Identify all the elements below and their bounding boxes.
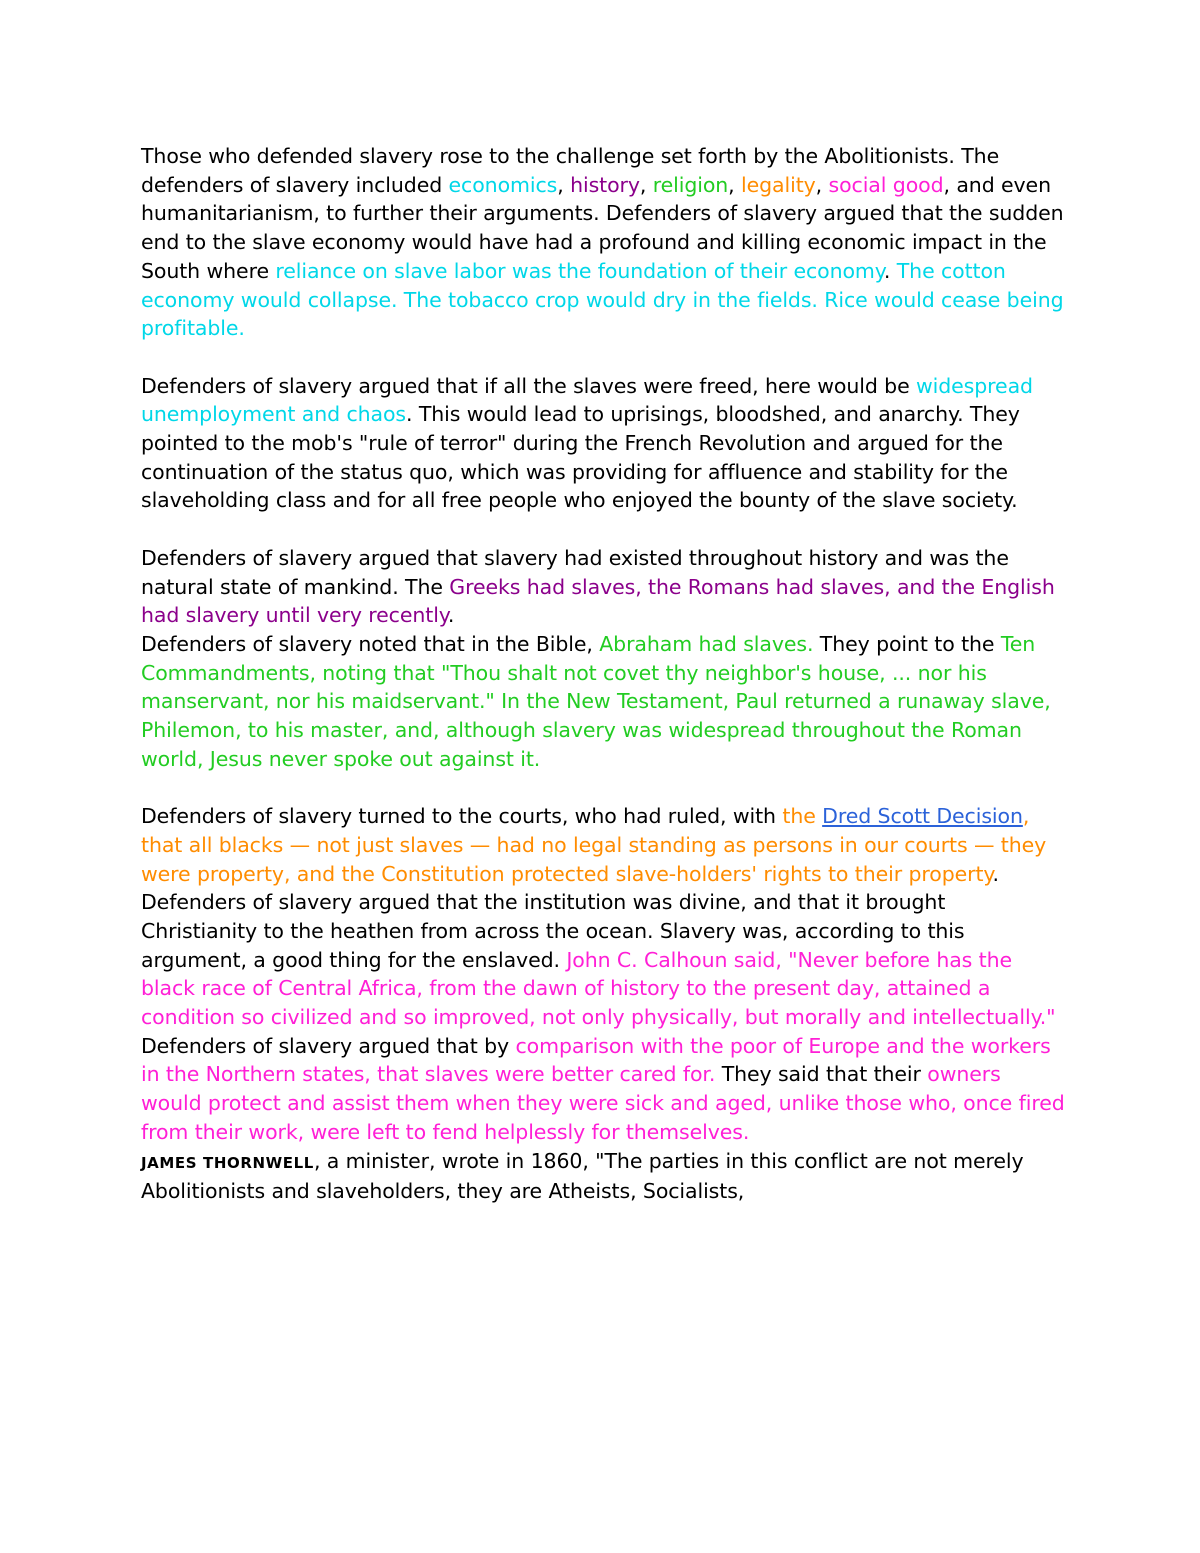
highlight-economic-collapse: The cotton economy would collapse. The tobacco crop would dry in the fields. Rice would cease being profitable. xyxy=(141,258,1064,341)
keyword-religion: religion xyxy=(652,172,729,197)
text: Those who defended slavery rose to the challenge set forth by the Abolitionists. The defenders of slavery included xyxy=(141,144,1000,197)
document-page xyxy=(141,142,1066,1206)
separator: , xyxy=(728,172,742,197)
keyword-history: history xyxy=(570,172,640,197)
separator: , xyxy=(557,172,571,197)
highlight-bible: Ten Commandments, noting that "Thou shalt not covet thy neighbor's house, ... nor his manservant, nor his maidservant." In the New Testament, Paul returned a runaway slave, Philemon, to his master, and, although slavery was widespread throughout the Roman world, Jesus never spoke out against it. xyxy=(141,631,1051,771)
dred-scott-link[interactable]: Dred Scott Decision xyxy=(822,804,1023,829)
highlight-legal-standing: , that all blacks — not just slaves — had no legal standing as persons in our courts — they were property, and the Constitution protected slave-holders' rights to their property xyxy=(141,804,1047,886)
highlight-economic-foundation: reliance on slave labor was the foundation of their economy xyxy=(275,258,884,283)
text: , a minister, wrote in 1860, "The parties in this conflict are not merely Abolitionists and slaveholders, they are Atheists, Socialists, xyxy=(141,1148,1024,1204)
highlight-calhoun-quote: John C. Calhoun said, "Never before has the black race of Central Africa, from the dawn of history to the present day, attained a condition so civilized and so improved, not only physically, but morally and intellectually." xyxy=(141,947,1056,1030)
separator: , xyxy=(639,172,653,197)
text: . xyxy=(992,861,999,886)
text: , and even humanitarianism, to further their arguments. Defenders of slavery argued that the sudden end to the slave economy would have had a profound and killing economic impact in the South where xyxy=(141,172,1064,283)
separator: , xyxy=(815,172,829,197)
text: . xyxy=(447,603,455,628)
author-name: JAMES THORNWELL xyxy=(141,1153,314,1172)
keyword-social-good: social good xyxy=(828,172,944,197)
paragraph-economics xyxy=(141,142,1066,343)
text: . This would lead to uprisings, bloodshed, and anarchy. They pointed to the mob's "rule of terror" during the French Revolution and argued for the continuation of the status quo, which was providing for affluence and stability for the slaveholding class and for all free people who enjoyed the bounty of the slave society. xyxy=(141,402,1020,513)
highlight-the: the xyxy=(782,804,823,829)
text: Defenders of slavery noted that in the Bible, xyxy=(141,631,600,656)
text: They point to the xyxy=(813,631,1001,656)
text: Defenders of slavery argued that by xyxy=(141,1033,516,1058)
text: Defenders of slavery argued that if all the slaves were freed, here would be xyxy=(141,373,916,398)
keyword-economics: economics xyxy=(448,172,558,197)
text: They said that their xyxy=(715,1062,928,1087)
highlight-abraham: Abraham had slaves. xyxy=(599,631,814,656)
paragraph-divine xyxy=(141,888,1066,1032)
highlight-comparison: comparison with the poor of Europe and the workers in the Northern states, that slaves were better cared for. xyxy=(141,1033,1051,1087)
highlight-chaos: widespread unemployment and chaos xyxy=(141,373,1033,427)
keyword-legality: legality xyxy=(741,172,816,197)
text: Defenders of slavery argued that the institution was divine, and that it brought Christianity to the heathen from across the ocean. Slavery was, according to this argument, a good thing for the enslaved. xyxy=(141,890,965,972)
paragraph-social-good xyxy=(141,1032,1066,1147)
text: Defenders of slavery argued that slavery had existed throughout history and was the natural state of mankind. The xyxy=(141,545,1009,599)
paragraph-gap xyxy=(141,343,1066,372)
paragraph-legality xyxy=(141,802,1066,888)
paragraph-gap xyxy=(141,515,1066,544)
text: . xyxy=(883,258,897,283)
highlight-owners: owners would protect and assist them when they were sick and aged, unlike those who, once fired from their work, were left to fend helplessly for themselves. xyxy=(141,1062,1065,1144)
paragraph-chaos xyxy=(141,372,1066,516)
paragraph-religion xyxy=(141,630,1066,774)
highlight-history-examples: Greeks had slaves, the Romans had slaves, and the English had slavery until very recently xyxy=(141,574,1055,628)
paragraph-history xyxy=(141,544,1066,630)
text: Defenders of slavery turned to the courts, who had ruled, with xyxy=(141,804,783,829)
paragraph-thornwell xyxy=(141,1147,1066,1206)
paragraph-gap xyxy=(141,773,1066,802)
